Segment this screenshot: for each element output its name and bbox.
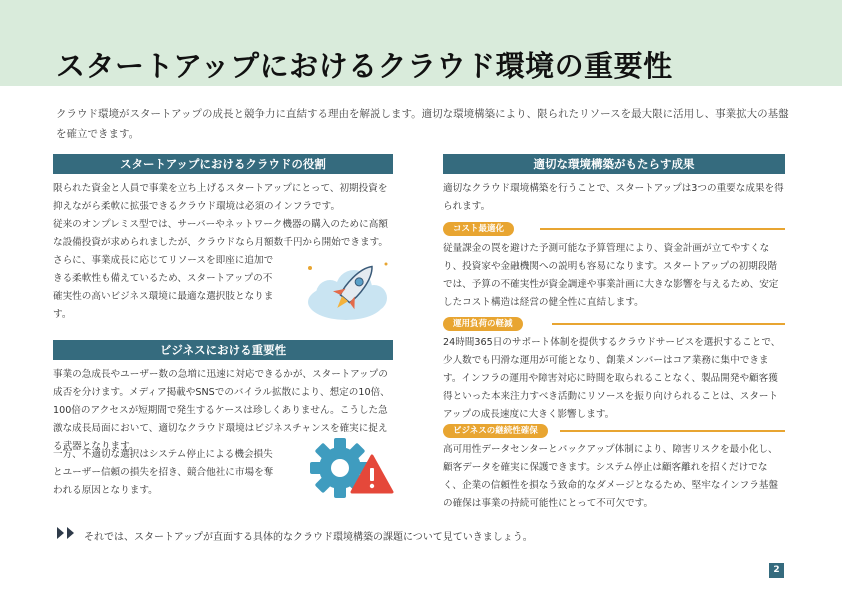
pill-divider [560,430,785,432]
section-header-business-importance: ビジネスにおける重要性 [53,340,393,360]
gear-warning-illustration [306,432,396,502]
page-title: スタートアップにおけるクラウド環境の重要性 [56,49,673,83]
cost-optimization-text: 従量課金の罠を避けた予測可能な予算管理により、資金計画が立てやすくなり、投資家や金融機関への説明も容易になります。スタートアップの初期段階では、予算の不確実性が資金調達や事業計画に大きな影響を与えるため、安定したコスト構造は経営の健全性に直結します。 [443,243,779,308]
pill-divider [540,228,785,230]
pill-business-continuity: ビジネスの継続性確保 [443,424,548,438]
operation-load-text: 24時間365日のサポート体制を提供するクラウドサービスを選択することで、少人数でも円滑な運用が可能となり、創業メンバーはコア業務に集中できます。インフラの運用や障害対応に時間を取られることなく、製品開発や顧客獲得といった本来注力すべき活動にリソースを振り向けられることは、スタートアップの成長速度に大きく影響します。 [443,337,781,420]
pill-operation-load: 運用負荷の軽減 [443,317,523,331]
business-importance-paragraph-1: 事業の急成長やユーザー数の急増に迅速に対応できるかが、スタートアップの成否を分けます。メディア掲載やSNSでのバイラル拡散により、想定の10倍、100倍のアクセスが短期間で発生するケースは珍しくありません。こうした急激な成長局面において、適切なクラウド環境はビジネスチャンスを確実に捉える武器となります。 [53,369,390,452]
cloud-role-paragraph-2: 従来のオンプレミス型では、サーバーやネットワーク機器の購入のために高額な設備投資が求められましたが、クラウドなら月額数千円から開始できます。 [53,219,389,248]
cloud-role-paragraph-3: さらに、事業成長に応じてリソースを即座に追加できる柔軟性も備えているため、スタートアップの不確実性の高いビジネス環境に最適な選択肢となります。 [53,255,274,320]
page-number: 2 [769,563,784,578]
intro-text: クラウド環境がスタートアップの成長と競争力に直結する理由を解説します。適切な環境構築により、限られたリソースを最大限に活用し、事業拡大の基盤を確立できます。 [56,108,789,140]
business-continuity-text: 高可用性データセンターとバックアップ体制により、障害リスクを最小化し、顧客データを確実に保護できます。システム停止は顧客離れを招くだけでなく、企業の信頼性を損なう致命的なダメージとなるため、堅牢なインフラ基盤の確保は事業の持続可能性にとって不可欠です。 [443,444,779,509]
footer-text: それでは、スタートアップが直面する具体的なクラウド環境構築の課題について見ていきましょう。 [84,532,533,543]
pill-cost-optimization: コスト最適化 [443,222,514,236]
section-header-outcomes: 適切な環境構築がもたらす成果 [443,154,785,174]
pill-divider [552,323,785,325]
section-header-cloud-role: スタートアップにおけるクラウドの役割 [53,154,393,174]
cloud-role-paragraph-1: 限られた資金と人員で事業を立ち上げるスタートアップにとって、初期投資を抑えながら柔軟に拡張できるクラウド環境は必須のインフラです。 [53,183,388,212]
business-importance-paragraph-2: 一方、不適切な選択はシステム停止による機会損失とユーザー信頼の損失を招き、競合他社に市場を奪われる原因となります。 [53,449,274,496]
double-chevron-right-icon [56,526,78,540]
rocket-cloud-illustration [296,252,400,326]
outcomes-intro: 適切なクラウド環境構築を行うことで、スタートアップは3つの重要な成果を得られます。 [443,183,784,212]
